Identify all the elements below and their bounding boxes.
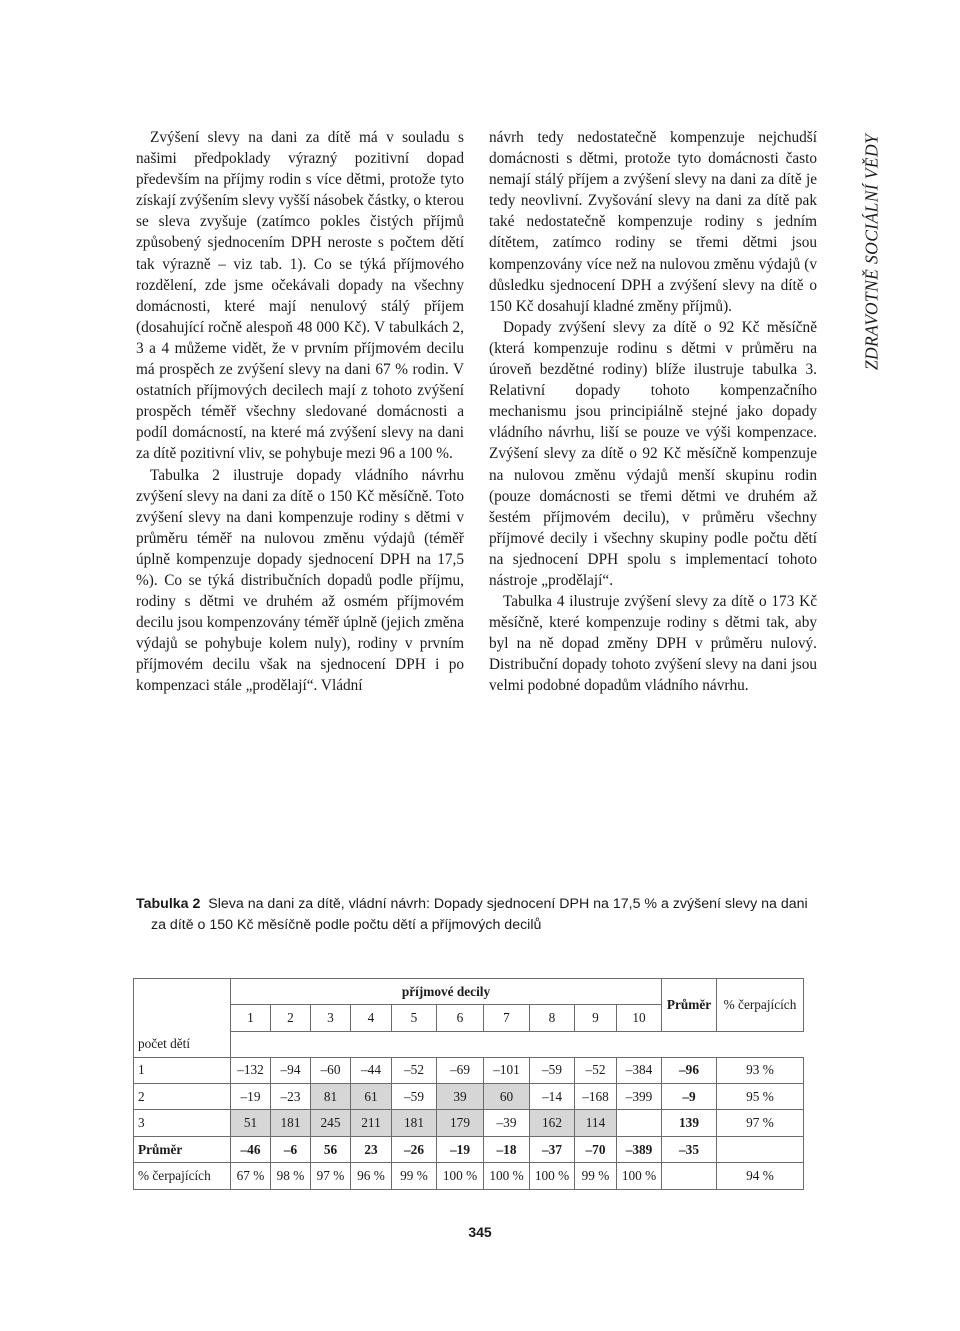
table-cell: –52 <box>575 1057 617 1083</box>
table-cell: 100 % <box>437 1163 484 1189</box>
table-cell: 67 % <box>231 1163 271 1189</box>
table-caption-text: Sleva na dani za dítě, vládní návrh: Dopady sjednocení DPH na 17,5 % a zvýšení slevy na dani za dítě o 150 Kč měsíčně podle počtu dětí a příjmových decilů <box>151 896 808 933</box>
table-cell: 179 <box>437 1110 484 1136</box>
data-table <box>133 978 804 1190</box>
table-row <box>134 1110 804 1136</box>
table-cell: –6 <box>271 1136 311 1162</box>
paragraph: návrh tedy nedostatečně kompenzuje nejchudší domácnosti s dětmi, protože tyto domácnosti často nemají stálý příjem a zvýšení slevy na dani za dítě je tedy neovlivní. Zvyšování slevy na dani za dítě pak také nedostatečně kompenzuje rodiny s jedním dítětem, zatímco rodiny se třemi dětmi jsou kompenzovány více než na nulovou změnu výdajů (v důsledku sjednocení DPH a zvýšení slevy na dítě o 150 Kč dosahují kladné změny příjmů). <box>489 129 817 315</box>
left-text-column <box>136 127 464 697</box>
table-cell: –46 <box>231 1136 271 1162</box>
table-cell: 51 <box>231 1110 271 1136</box>
journal-side-label-text: ZDRAVOTNĚ SOCIÁLNÍ VĚDY <box>861 133 882 371</box>
deciles-group-header: příjmové decily <box>231 979 662 1005</box>
journal-side-label <box>857 127 887 377</box>
table-cell: 99 % <box>575 1163 617 1189</box>
average-cell: –35 <box>662 1136 717 1162</box>
table-cell: 61 <box>351 1084 392 1110</box>
decile-header: 1 <box>231 1005 271 1031</box>
percent-cell: 97 % <box>717 1110 804 1136</box>
row-label: Průměr <box>134 1136 231 1162</box>
table-cell: 98 % <box>271 1163 311 1189</box>
right-text-column <box>489 127 817 697</box>
table-cell: –399 <box>617 1084 662 1110</box>
table-cell: 99 % <box>392 1163 437 1189</box>
average-cell: –9 <box>662 1084 717 1110</box>
average-cell: –96 <box>662 1057 717 1083</box>
table-average-row <box>134 1136 804 1162</box>
row-label: % čerpajících <box>134 1163 231 1189</box>
decile-header: 6 <box>437 1005 484 1031</box>
table-cell <box>617 1110 662 1136</box>
table-cell: –94 <box>271 1057 311 1083</box>
table-cell: –168 <box>575 1084 617 1110</box>
table-cell: 60 <box>484 1084 530 1110</box>
average-cell <box>662 1163 717 1189</box>
decile-header: 5 <box>392 1005 437 1031</box>
row-label: 1 <box>134 1057 231 1083</box>
table-cell: 56 <box>311 1136 351 1162</box>
table-cell: –389 <box>617 1136 662 1162</box>
table-label-row <box>134 1031 804 1057</box>
table-row <box>134 1057 804 1083</box>
table-cell: 100 % <box>484 1163 530 1189</box>
table-cell: –70 <box>575 1136 617 1162</box>
table-cell: 181 <box>392 1110 437 1136</box>
paragraph: Tabulka 2 ilustruje dopady vládního návrhu zvýšení slevy na dani za dítě o 150 Kč měsíčně. Toto zvýšení slevy na dani kompenzuje rodiny s dětmi v průměru téměř na nulovou změnu výdajů (téměř úplně kompenzuje dopady sjednocení DPH na 17,5 %). Co se týká distribučních dopadů podle příjmu, rodiny s dětmi ve druhém až osmém příjmovém decilu jsou kompenzovány téměř úplně (jejich změna výdajů se pohybuje kolem nuly), rodiny v prvním příjmovém decilu však na sjednocení DPH i po kompenzaci stále „prodělají“. Vládní <box>136 466 464 695</box>
paragraph: Tabulka 4 ilustruje zvýšení slevy za dítě o 173 Kč měsíčně, které kompenzuje rodiny s dětmi tak, aby byl na ně dopad změny DPH v průměru nulový. Distribuční dopady tohoto zvýšení slevy na dani jsou velmi podobné dopadům vládního návrhu. <box>489 593 817 695</box>
percent-column-header: % čerpajících <box>717 979 804 1032</box>
row-label: 3 <box>134 1110 231 1136</box>
table-cell: –19 <box>231 1084 271 1110</box>
table-caption <box>136 894 826 935</box>
paragraph: Zvýšení slevy na dani za dítě má v souladu s našimi předpoklady výrazný pozitivní dopad především na příjmy rodin s více dětmi, protože tyto získají zvýšením slevy vyšší násobek částky, o kterou se sleva zvyšuje (zatímco pokles čistých příjmů způsobený sjednocením DPH neroste s počtem dětí tak výrazně – viz tab. 1). Co se týká příjmového rozdělení, zde jsme očekávali dopady na všechny domácnosti, které mají nenulový stálý příjem (dosahující ročně alespoň 48 000 Kč). V tabulkách 2, 3 a 4 můžeme vidět, že v prvním příjmovém decilu má prospěch ze zvýšení slevy na dani 67 % rodin. V ostatních příjmových decilech mají z tohoto zvýšení prospěch téměř všechny sledované domácnosti a podíl domácností, na které má zvýšení slevy na dani za dítě pozitivní vliv, se pohybuje mezi 96 a 100 %. <box>136 129 464 463</box>
table-cell: 114 <box>575 1110 617 1136</box>
table-cell: –101 <box>484 1057 530 1083</box>
table-cell: –384 <box>617 1057 662 1083</box>
table-cell: 23 <box>351 1136 392 1162</box>
table-cell: 96 % <box>351 1163 392 1189</box>
table-cell: 162 <box>530 1110 575 1136</box>
table-cell: –18 <box>484 1136 530 1162</box>
table-cell: –37 <box>530 1136 575 1162</box>
table-cell: –60 <box>311 1057 351 1083</box>
table-cell: 81 <box>311 1084 351 1110</box>
table-cell: –59 <box>530 1057 575 1083</box>
decile-header: 8 <box>530 1005 575 1031</box>
table-caption-label: Tabulka 2 <box>136 896 201 912</box>
percent-cell: 94 % <box>717 1163 804 1189</box>
table-row <box>134 1084 804 1110</box>
table-cell: 245 <box>311 1110 351 1136</box>
table-cell: –14 <box>530 1084 575 1110</box>
percent-cell: 93 % <box>717 1057 804 1083</box>
spacer-cell <box>231 1031 804 1057</box>
row-header-label: počet dětí <box>134 1031 231 1057</box>
table-cell: –44 <box>351 1057 392 1083</box>
table-cell: –39 <box>484 1110 530 1136</box>
table-corner-cell <box>134 979 231 1032</box>
decile-header: 7 <box>484 1005 530 1031</box>
decile-header: 4 <box>351 1005 392 1031</box>
decile-header: 10 <box>617 1005 662 1031</box>
decile-header: 9 <box>575 1005 617 1031</box>
decile-header: 2 <box>271 1005 311 1031</box>
paragraph: Dopady zvýšení slevy za dítě o 92 Kč měsíčně (která kompenzuje rodinu s dětmi v průměru na úroveň bezdětné rodiny) blíže ilustruje tabulka 3. Relativní dopady tohoto kompenzačního mechanismu jsou principiálně stejné jako dopady vládního návrhu, liší se pouze ve výši kompenzace. Zvýšení slevy za dítě o 92 Kč měsíčně kompenzuje na nulovou změnu výdajů menší skupinu rodin (pouze domácnosti se třemi dětmi ve druhém až šestém příjmovém decilu), v průměru všechny příjmové decily i všechny skupiny podle počtu dětí na sjednocení DPH spolu s implementací tohoto nástroje „prodělají“. <box>489 318 817 589</box>
table-cell: –26 <box>392 1136 437 1162</box>
table-cell: –52 <box>392 1057 437 1083</box>
page-number: 345 <box>468 1224 492 1240</box>
table-cell: –69 <box>437 1057 484 1083</box>
table-cell: 181 <box>271 1110 311 1136</box>
table-cell: 100 % <box>617 1163 662 1189</box>
table-cell: 100 % <box>530 1163 575 1189</box>
row-label: 2 <box>134 1084 231 1110</box>
table-cell: –19 <box>437 1136 484 1162</box>
table-cell: 211 <box>351 1110 392 1136</box>
percent-cell <box>717 1136 804 1162</box>
percent-cell: 95 % <box>717 1084 804 1110</box>
average-column-header: Průměr <box>662 979 717 1032</box>
average-cell: 139 <box>662 1110 717 1136</box>
table-cell: 39 <box>437 1084 484 1110</box>
table-percent-row <box>134 1163 804 1189</box>
table-cell: –132 <box>231 1057 271 1083</box>
decile-header: 3 <box>311 1005 351 1031</box>
table-cell: 97 % <box>311 1163 351 1189</box>
table-cell: –23 <box>271 1084 311 1110</box>
table-cell: –59 <box>392 1084 437 1110</box>
table-header-row <box>134 979 804 1005</box>
